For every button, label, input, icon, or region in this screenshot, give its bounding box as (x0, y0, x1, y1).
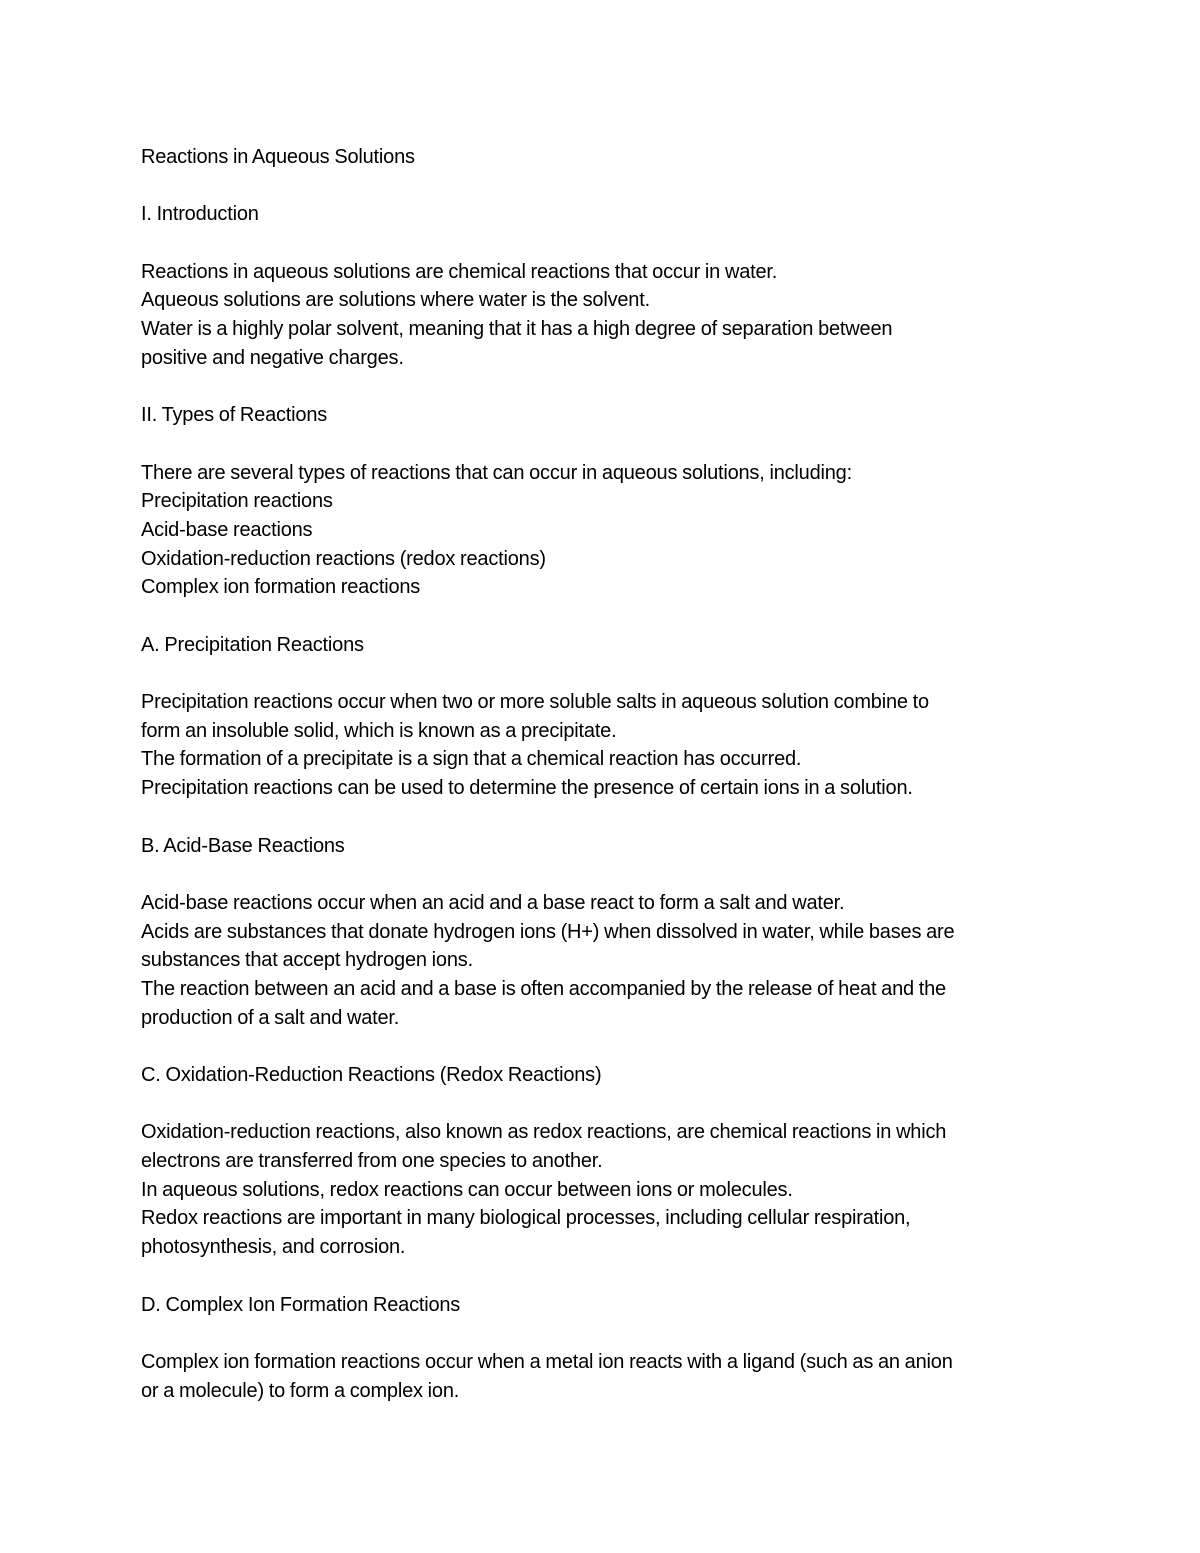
paragraph-line: There are several types of reactions that can occur in aqueous solutions, including: (141, 461, 852, 484)
section-heading-precipitation-reactions: A. Precipitation Reactions (141, 633, 364, 656)
paragraph-line: Redox reactions are important in many biological processes, including cellular respiration, (141, 1207, 911, 1230)
section-heading-acid-base-reactions: B. Acid-Base Reactions (141, 834, 345, 857)
paragraph-line: photosynthesis, and corrosion. (141, 1236, 406, 1259)
section-heading-introduction: I. Introduction (141, 203, 259, 226)
list-item: Complex ion formation reactions (141, 576, 421, 599)
paragraph-line: In aqueous solutions, redox reactions can occur between ions or molecules. (141, 1178, 793, 1201)
paragraph-line: form an insoluble solid, which is known as a precipitate. (141, 719, 617, 742)
list-item: Oxidation-reduction reactions (redox reactions) (141, 547, 546, 570)
paragraph-line: Precipitation reactions can be used to determine the presence of certain ions in a solution. (141, 777, 913, 800)
section-heading-complex-ion-formation: D. Complex Ion Formation Reactions (141, 1293, 461, 1316)
paragraph-line: Acids are substances that donate hydrogen ions (H+) when dissolved in water, while bases are (141, 920, 955, 943)
document-body (141, 143, 1061, 1405)
paragraph-line: The formation of a precipitate is a sign that a chemical reaction has occurred. (141, 748, 802, 771)
document-title: Reactions in Aqueous Solutions (141, 146, 415, 168)
paragraph-line: positive and negative charges. (141, 346, 404, 369)
paragraph-line: Complex ion formation reactions occur when a metal ion reacts with a ligand (such as an anion (141, 1350, 953, 1373)
paragraph-line: production of a salt and water. (141, 1006, 400, 1029)
paragraph-line: Water is a highly polar solvent, meaning that it has a high degree of separation between (141, 318, 893, 341)
list-item: Precipitation reactions (141, 490, 333, 513)
section-heading-redox-reactions: C. Oxidation-Reduction Reactions (Redox Reactions) (141, 1064, 602, 1086)
paragraph-line: or a molecule) to form a complex ion. (141, 1379, 460, 1402)
paragraph-line: Reactions in aqueous solutions are chemical reactions that occur in water. (141, 260, 778, 283)
paragraph-line: Acid-base reactions occur when an acid and a base react to form a salt and water. (141, 891, 845, 914)
paragraph-line: electrons are transferred from one species to another. (141, 1150, 603, 1173)
paragraph-line: The reaction between an acid and a base is often accompanied by the release of heat and the (141, 977, 946, 1000)
list-item: Acid-base reactions (141, 518, 313, 541)
paragraph-line: Precipitation reactions occur when two or more soluble salts in aqueous solution combine to (141, 691, 929, 714)
section-heading-types-of-reactions: II. Types of Reactions (141, 404, 328, 427)
paragraph-line: Aqueous solutions are solutions where water is the solvent. (141, 289, 650, 312)
paragraph-line: substances that accept hydrogen ions. (141, 949, 473, 972)
paragraph-line: Oxidation-reduction reactions, also known as redox reactions, are chemical reactions in which (141, 1121, 947, 1144)
